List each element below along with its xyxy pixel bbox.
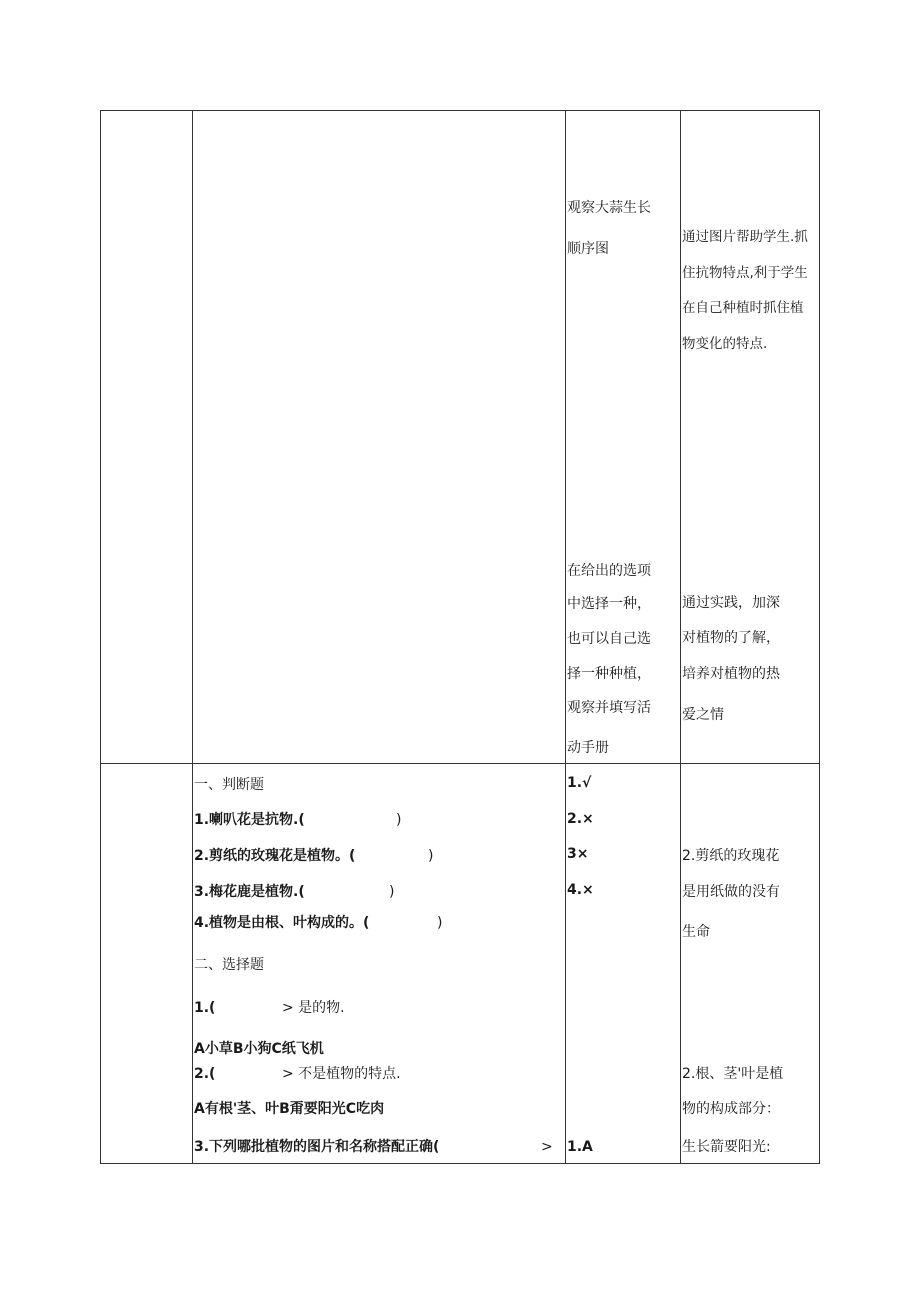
column-divider-1 xyxy=(192,110,193,1164)
explanation-1-line-1: 2.剪纸的玫瑰花 xyxy=(682,848,780,864)
judgement-q2: 2.剪纸的玫瑰花是植物。( xyxy=(194,848,356,864)
judgement-q3: 3.梅花鹿是植物.( xyxy=(194,884,305,900)
choice-q2-open: 2.( xyxy=(194,1066,216,1082)
purpose-1-line-2: 住抗物特点,利于学生 xyxy=(682,265,808,281)
choice-q1-options: A小草B小狗C纸飞机 xyxy=(194,1041,324,1057)
explanation-1-line-2: 是用纸做的没有 xyxy=(682,884,780,900)
judgement-q1-close: ) xyxy=(396,812,402,828)
explanation-2-line-2: 物的构成部分： xyxy=(682,1101,780,1117)
column-divider-3 xyxy=(680,110,681,1164)
activity-plant-line-3: 也可以自己选 xyxy=(567,631,651,647)
table-bottom-border xyxy=(100,1163,820,1164)
purpose-1-line-4: 物变化的特点. xyxy=(682,336,768,352)
purpose-2-line-3: 培养对植物的热 xyxy=(682,666,780,682)
judgement-q3-close: ) xyxy=(389,884,395,900)
activity-plant-line-2: 中选择一种， xyxy=(567,596,651,612)
explanation-2-line-1: 2.根、茎'叶是植 xyxy=(682,1066,784,1082)
explanation-1-line-3: 生命 xyxy=(682,924,710,940)
choice-q1-tail: > 是的物. xyxy=(282,1000,345,1016)
answer-judgement-1: 1.√ xyxy=(567,775,592,791)
table-top-border xyxy=(100,110,820,111)
answer-choice-1: 1.A xyxy=(567,1139,593,1155)
activity-plant-line-4: 择一种种植， xyxy=(567,666,651,682)
choice-q3-close: > xyxy=(541,1139,553,1155)
table-left-border xyxy=(100,110,101,1164)
judgement-q4-close: ) xyxy=(437,915,443,931)
judgement-q4: 4.植物是由根、叶构成的。( xyxy=(194,915,370,931)
purpose-2-line-2: 对植物的了解， xyxy=(682,630,780,646)
row-divider xyxy=(100,763,820,764)
activity-plant-line-1: 在给出的选项 xyxy=(567,563,651,579)
judgement-section-title: 一、判断题 xyxy=(194,777,264,793)
activity-observe-line-1: 观察大蒜生长 xyxy=(567,200,651,216)
explanation-2-line-3: 生长箭要阳光: xyxy=(682,1139,771,1155)
choice-q1-open: 1.( xyxy=(194,1000,216,1016)
activity-plant-line-6: 动手册 xyxy=(567,740,609,756)
purpose-1-line-3: 在自己种植时抓住植 xyxy=(682,300,804,316)
choice-section-title: 二、选择题 xyxy=(194,957,264,973)
choice-q3: 3.下列哪批植物的图片和名称搭配正确( xyxy=(194,1139,440,1155)
activity-observe-line-2: 顺序图 xyxy=(567,241,609,257)
purpose-1-line-1: 通过图片帮助学生.抓 xyxy=(682,229,808,245)
answer-judgement-2: 2.× xyxy=(567,811,594,827)
purpose-2-line-1: 通过实践，加深 xyxy=(682,595,780,611)
choice-q2-tail: > 不是植物的特点. xyxy=(282,1066,401,1082)
judgement-q2-close: ) xyxy=(428,848,434,864)
answer-judgement-3: 3× xyxy=(567,846,589,862)
activity-plant-line-5: 观察并填写活 xyxy=(567,700,651,716)
judgement-q1: 1.喇叭花是抗物.( xyxy=(194,812,305,828)
table-right-border xyxy=(819,110,820,1164)
choice-q2-options: A有根'茎、叶B甭要阳光C吃肉 xyxy=(194,1101,385,1117)
purpose-2-line-4: 爱之情 xyxy=(682,707,724,723)
column-divider-2 xyxy=(565,110,566,1164)
answer-judgement-4: 4.× xyxy=(567,882,594,898)
